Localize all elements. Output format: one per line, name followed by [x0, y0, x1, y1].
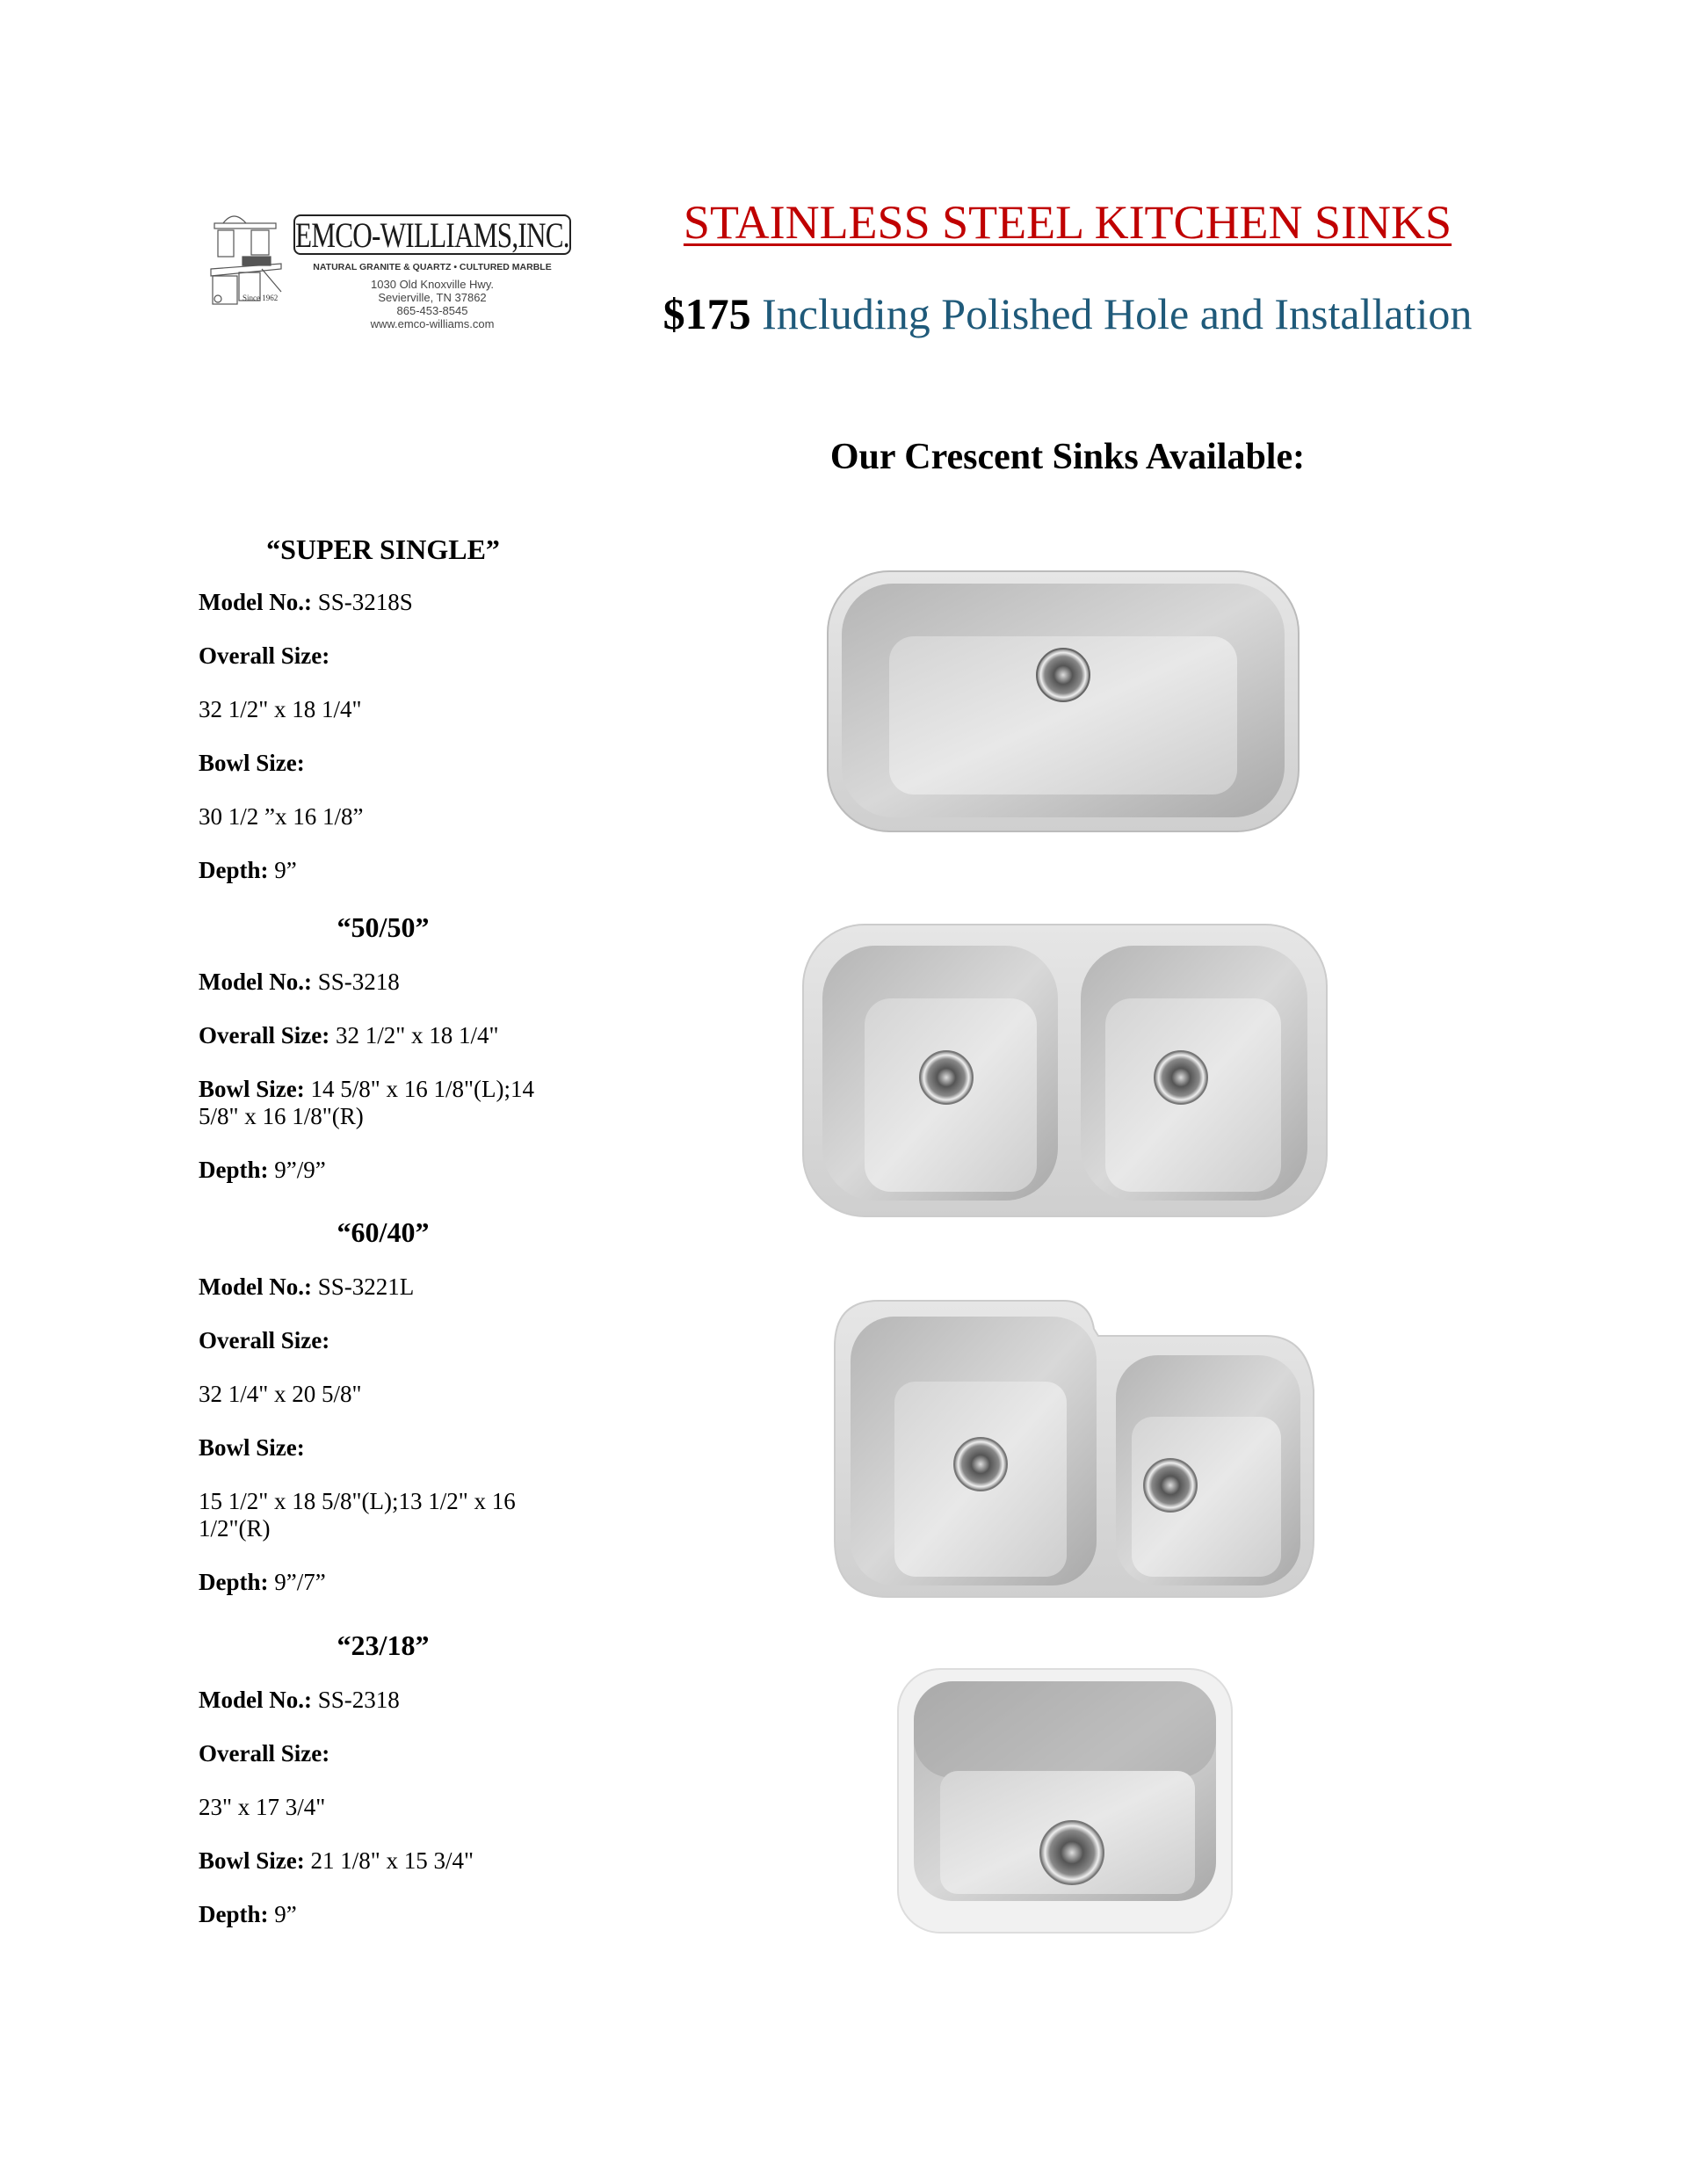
- bowl-line: [199, 1076, 550, 1130]
- depth-label: Depth:: [199, 1157, 269, 1183]
- sink-name: “SUPER SINGLE”: [266, 533, 500, 565]
- sink-name: “60/40”: [337, 1216, 430, 1248]
- overall-label: Overall Size:: [199, 1022, 330, 1048]
- overall-label: [199, 642, 568, 670]
- model-line: [199, 1273, 568, 1301]
- model-line: [199, 1687, 568, 1714]
- overall-value: 32 1/4" x 20 5/8": [199, 1381, 362, 1407]
- bowl-value: 15 1/2" x 18 5/8"(L);13 1/2" x 16 1/2"(R): [199, 1488, 516, 1542]
- sink-spec-50-50: [199, 911, 568, 1184]
- depth-label: Depth:: [199, 1901, 269, 1927]
- model-label: Model No.:: [199, 589, 312, 615]
- depth-value: 9”/7”: [268, 1569, 326, 1595]
- overall-label: [199, 1740, 568, 1767]
- depth-label: Depth:: [199, 857, 269, 883]
- double-equal-bowl-sink-image: [801, 921, 1329, 1220]
- depth-line: [199, 1157, 568, 1184]
- drain-icon: [1037, 649, 1090, 701]
- drain-icon: [920, 1051, 973, 1104]
- overall-value: 32 1/2" x 18 1/4": [329, 1022, 499, 1048]
- drain-icon: [1144, 1459, 1197, 1512]
- address-line-2: Sevierville, TN 37862: [378, 291, 487, 304]
- sink-name: “23/18”: [337, 1629, 430, 1661]
- section-subtitle: Our Crescent Sinks Available:: [829, 437, 1306, 477]
- bowl-label-text: Bowl Size:: [199, 1434, 305, 1461]
- bowl-label-text: Bowl Size:: [199, 750, 305, 776]
- page-title: STAINLESS STEEL KITCHEN SINKS: [683, 196, 1452, 249]
- overall-value: 23" x 17 3/4": [199, 1794, 326, 1820]
- bowl-label: [199, 1434, 568, 1462]
- overall-label: [199, 1327, 568, 1354]
- model-value: SS-3218: [311, 969, 400, 995]
- overall-value: 32 1/2" x 18 1/4": [199, 696, 362, 722]
- depth-line: [199, 857, 568, 884]
- price-line: [650, 281, 1485, 346]
- depth-line: [199, 1569, 568, 1596]
- bowl-label: Bowl Size:: [199, 1847, 305, 1874]
- overall-label-text: Overall Size:: [199, 1740, 330, 1767]
- phone: 865-453-8545: [396, 304, 468, 317]
- price: $175: [662, 289, 751, 338]
- model-line: [199, 589, 568, 616]
- model-label: Model No.:: [199, 969, 312, 995]
- drain-icon: [954, 1438, 1007, 1491]
- sink-spec-23-18: [199, 1629, 568, 1928]
- bowl-value: 21 1/8" x 15 3/4": [304, 1847, 474, 1874]
- overall-label-text: Overall Size:: [199, 1327, 330, 1353]
- depth-label: Depth:: [199, 1569, 269, 1595]
- overall-label-text: Overall Size:: [199, 642, 330, 669]
- bowl-value: 30 1/2 ”x 16 1/8”: [199, 803, 364, 830]
- address-line-1: 1030 Old Knoxville Hwy.: [371, 278, 494, 291]
- price-description: Including Polished Hole and Installation: [750, 289, 1473, 338]
- depth-value: 9”: [268, 1901, 297, 1927]
- depth-line: [199, 1901, 568, 1928]
- model-value: SS-3218S: [311, 589, 413, 615]
- model-label: Model No.:: [199, 1687, 312, 1713]
- company-contact: [293, 278, 571, 330]
- small-single-bowl-sink-image: [879, 1665, 1248, 1947]
- logo-name-box: [293, 214, 571, 255]
- website: www.emco-williams.com: [370, 317, 495, 330]
- model-value: SS-2318: [311, 1687, 400, 1713]
- sink-spec-60-40: [199, 1216, 568, 1596]
- model-label: Model No.:: [199, 1273, 312, 1300]
- overall-line: [199, 1022, 568, 1049]
- sink-name: “50/50”: [337, 911, 430, 943]
- drain-icon: [1040, 1821, 1104, 1884]
- sink-spec-super-single: [199, 533, 568, 884]
- model-line: [199, 969, 568, 996]
- drain-icon: [1155, 1051, 1207, 1104]
- logo-since: Since 1962: [243, 294, 279, 302]
- bowl-line: [199, 1847, 568, 1875]
- company-tagline: NATURAL GRANITE & QUARTZ • CULTURED MARBLE: [313, 262, 552, 272]
- company-name: EMCO-WILLIAMS,INC.: [295, 214, 569, 255]
- bowl-label: [199, 750, 568, 777]
- single-bowl-sink-image: [826, 562, 1300, 835]
- model-value: SS-3221L: [311, 1273, 415, 1300]
- bowl-label: Bowl Size:: [199, 1076, 305, 1102]
- depth-value: 9”: [268, 857, 297, 883]
- depth-value: 9”/9”: [268, 1157, 326, 1183]
- bowl-value: 14 5/8" x 16 1/8"(L);14 5/8" x 16 1/8"(R): [199, 1076, 535, 1129]
- double-offset-bowl-sink-image: [826, 1294, 1327, 1601]
- company-logo: [207, 207, 576, 357]
